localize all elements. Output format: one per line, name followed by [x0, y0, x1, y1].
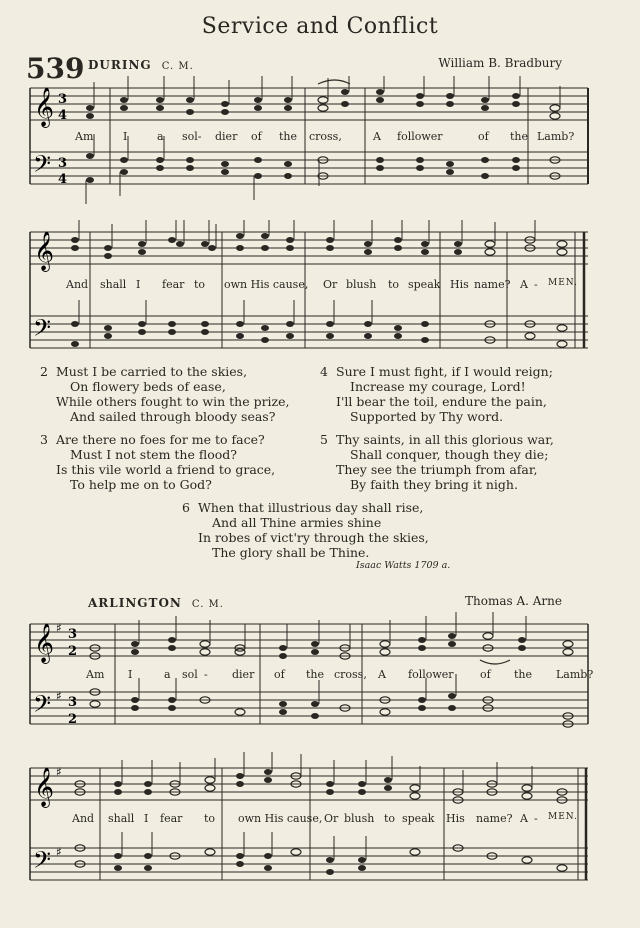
lyric-syllable: His — [450, 278, 469, 291]
svg-text:♯: ♯ — [56, 621, 62, 635]
verse-3 — [40, 432, 275, 492]
lyric-syllable: A — [520, 278, 528, 291]
svg-text:4: 4 — [58, 172, 68, 187]
lyric-syllable: Or — [323, 278, 338, 291]
author-credit: Isaac Watts 1709 a. — [356, 560, 451, 571]
svg-text:𝄞: 𝄞 — [34, 87, 55, 127]
svg-text:𝄢: 𝄢 — [33, 150, 52, 183]
verse-line: Thy saints, in all this glorious war, — [336, 432, 554, 447]
verse-6 — [182, 500, 429, 560]
verse-number: 4 — [320, 364, 328, 379]
svg-text:3: 3 — [68, 627, 78, 642]
lyric-syllable: A — [520, 812, 528, 825]
lyric-syllable: of — [480, 668, 491, 681]
lyric-syllable: own His cause, — [238, 812, 323, 825]
lyric-syllable: follower — [408, 668, 454, 681]
lyric-syllable: of — [478, 130, 489, 143]
lyric-syllable: fear — [162, 278, 185, 291]
verse-5 — [320, 432, 554, 492]
hymn-number: 539 — [26, 52, 85, 85]
verse-line: To help me on to God? — [70, 477, 212, 492]
tune2-name: ARLINGTON — [88, 596, 182, 610]
lyric-syllable: - — [534, 812, 538, 825]
verse-line: While others fought to win the prize, — [56, 394, 290, 409]
lyric-syllable: a — [164, 668, 171, 681]
lyric-syllable: - — [534, 278, 538, 291]
verse-line: Sure I must fight, if I would reign; — [336, 364, 553, 379]
svg-text:𝄢: 𝄢 — [33, 846, 52, 879]
lyric-syllable: MEN. — [548, 278, 578, 288]
lyric-syllable: And — [66, 278, 89, 291]
svg-text:3: 3 — [58, 156, 68, 171]
svg-text:♯: ♯ — [56, 845, 62, 859]
lyric-syllable: the — [514, 668, 533, 681]
tune1-composer: William B. Bradbury — [438, 56, 562, 70]
lyric-syllable: to — [194, 278, 206, 291]
lyric-syllable: name? — [474, 278, 511, 291]
tune2-composer: Thomas A. Arne — [465, 594, 562, 608]
svg-text:3: 3 — [58, 92, 68, 107]
svg-text:𝄞: 𝄞 — [34, 231, 55, 271]
lyric-syllable: to — [204, 812, 216, 825]
lyric-syllable: I — [123, 130, 128, 143]
lyric-syllable: speak — [402, 812, 435, 825]
verse-line: Is this vile world a friend to grace, — [56, 462, 276, 477]
lyric-syllable: speak — [408, 278, 441, 291]
svg-text:𝄢: 𝄢 — [33, 690, 52, 723]
lyric-syllable: of — [274, 668, 285, 681]
verse-4 — [320, 364, 553, 424]
verse-number: 5 — [320, 432, 328, 447]
verse-line: Shall conquer, though they die; — [350, 447, 549, 462]
lyric-syllable: a — [157, 130, 164, 143]
svg-text:♯: ♯ — [56, 765, 62, 779]
verse-line: Must I be carried to the skies, — [56, 364, 248, 379]
lyric-syllable: name? — [476, 812, 513, 825]
verse-line: And all Thine armies shine — [212, 515, 382, 530]
lyric-syllable: fear — [160, 812, 183, 825]
svg-text:𝄞: 𝄞 — [34, 623, 55, 663]
tune-name-during — [88, 58, 194, 72]
tune1-meter: C. M. — [161, 61, 194, 72]
lyric-syllable: of — [251, 130, 262, 143]
lyric-syllable: His — [446, 812, 465, 825]
verse-number: 3 — [40, 432, 48, 447]
svg-text:4: 4 — [58, 108, 68, 123]
lyric-syllable: follower — [397, 130, 443, 143]
verse-2 — [40, 364, 290, 424]
page-title: Service and Conflict — [201, 14, 439, 39]
verse-line: In robes of vict'ry through the skies, — [198, 530, 429, 545]
lyric-syllable: own His cause, — [224, 278, 309, 291]
verse-line: Must I not stem the flood? — [70, 447, 237, 462]
lyric-syllable: to — [384, 812, 396, 825]
lyric-syllable: the — [279, 130, 298, 143]
verse-line: And sailed through bloody seas? — [70, 409, 276, 424]
lyric-syllable: A — [373, 130, 381, 143]
lyric-syllable: dier — [215, 130, 238, 143]
svg-text:2: 2 — [68, 712, 78, 727]
tune2-system2-staff — [0, 752, 640, 902]
lyric-syllable: I — [144, 812, 149, 825]
lyric-syllable: sol — [182, 668, 198, 681]
lyric-syllable: - — [204, 668, 208, 681]
lyric-syllable: And — [72, 812, 95, 825]
svg-text:𝄞: 𝄞 — [34, 767, 55, 807]
verse-line: Increase my courage, Lord! — [350, 379, 526, 394]
verse-line: Supported by Thy word. — [350, 409, 504, 424]
svg-text:3: 3 — [68, 695, 78, 710]
lyric-syllable: dier — [232, 668, 255, 681]
lyric-syllable: shall — [100, 278, 127, 291]
lyric-syllable: cross, — [309, 130, 342, 143]
lyric-syllable: blush — [344, 812, 375, 825]
svg-text:♯: ♯ — [56, 689, 62, 703]
lyric-syllable: sol- — [182, 130, 202, 143]
lyric-syllable: Am — [75, 130, 94, 143]
lyric-syllable: the — [510, 130, 529, 143]
verse-line: I'll bear the toil, endure the pain, — [336, 394, 547, 409]
lyric-syllable: MEN. — [548, 812, 578, 822]
lyric-syllable: blush — [346, 278, 377, 291]
lyric-syllable: cross, — [334, 668, 367, 681]
lyric-syllable: I — [136, 278, 141, 291]
lyric-syllable: the — [306, 668, 325, 681]
lyric-syllable: Lamb? — [537, 130, 575, 143]
verse-line: When that illustrious day shall rise, — [198, 500, 424, 515]
verse-number: 2 — [40, 364, 48, 379]
verse-line: The glory shall be Thine. — [212, 545, 370, 560]
lyric-syllable: Or — [324, 812, 339, 825]
svg-text:𝄢: 𝄢 — [33, 314, 52, 347]
verse-line: They see the triumph from afar, — [336, 462, 538, 477]
lyric-syllable: Lamb? — [556, 668, 594, 681]
lyric-syllable: to — [388, 278, 400, 291]
verse-line: Are there no foes for me to face? — [56, 432, 265, 447]
tune2-meter: C. M. — [191, 599, 224, 610]
lyric-syllable: shall — [108, 812, 135, 825]
verse-line: On flowery beds of ease, — [70, 379, 226, 394]
lyric-syllable: I — [128, 668, 133, 681]
lyric-syllable: A — [378, 668, 386, 681]
tune1-name: DURING — [88, 58, 152, 72]
lyric-syllable: Am — [86, 668, 105, 681]
verse-line: By faith they bring it nigh. — [350, 477, 518, 492]
verse-number: 6 — [182, 500, 190, 515]
tune1-system2-staff — [0, 220, 640, 350]
svg-text:2: 2 — [68, 644, 78, 659]
